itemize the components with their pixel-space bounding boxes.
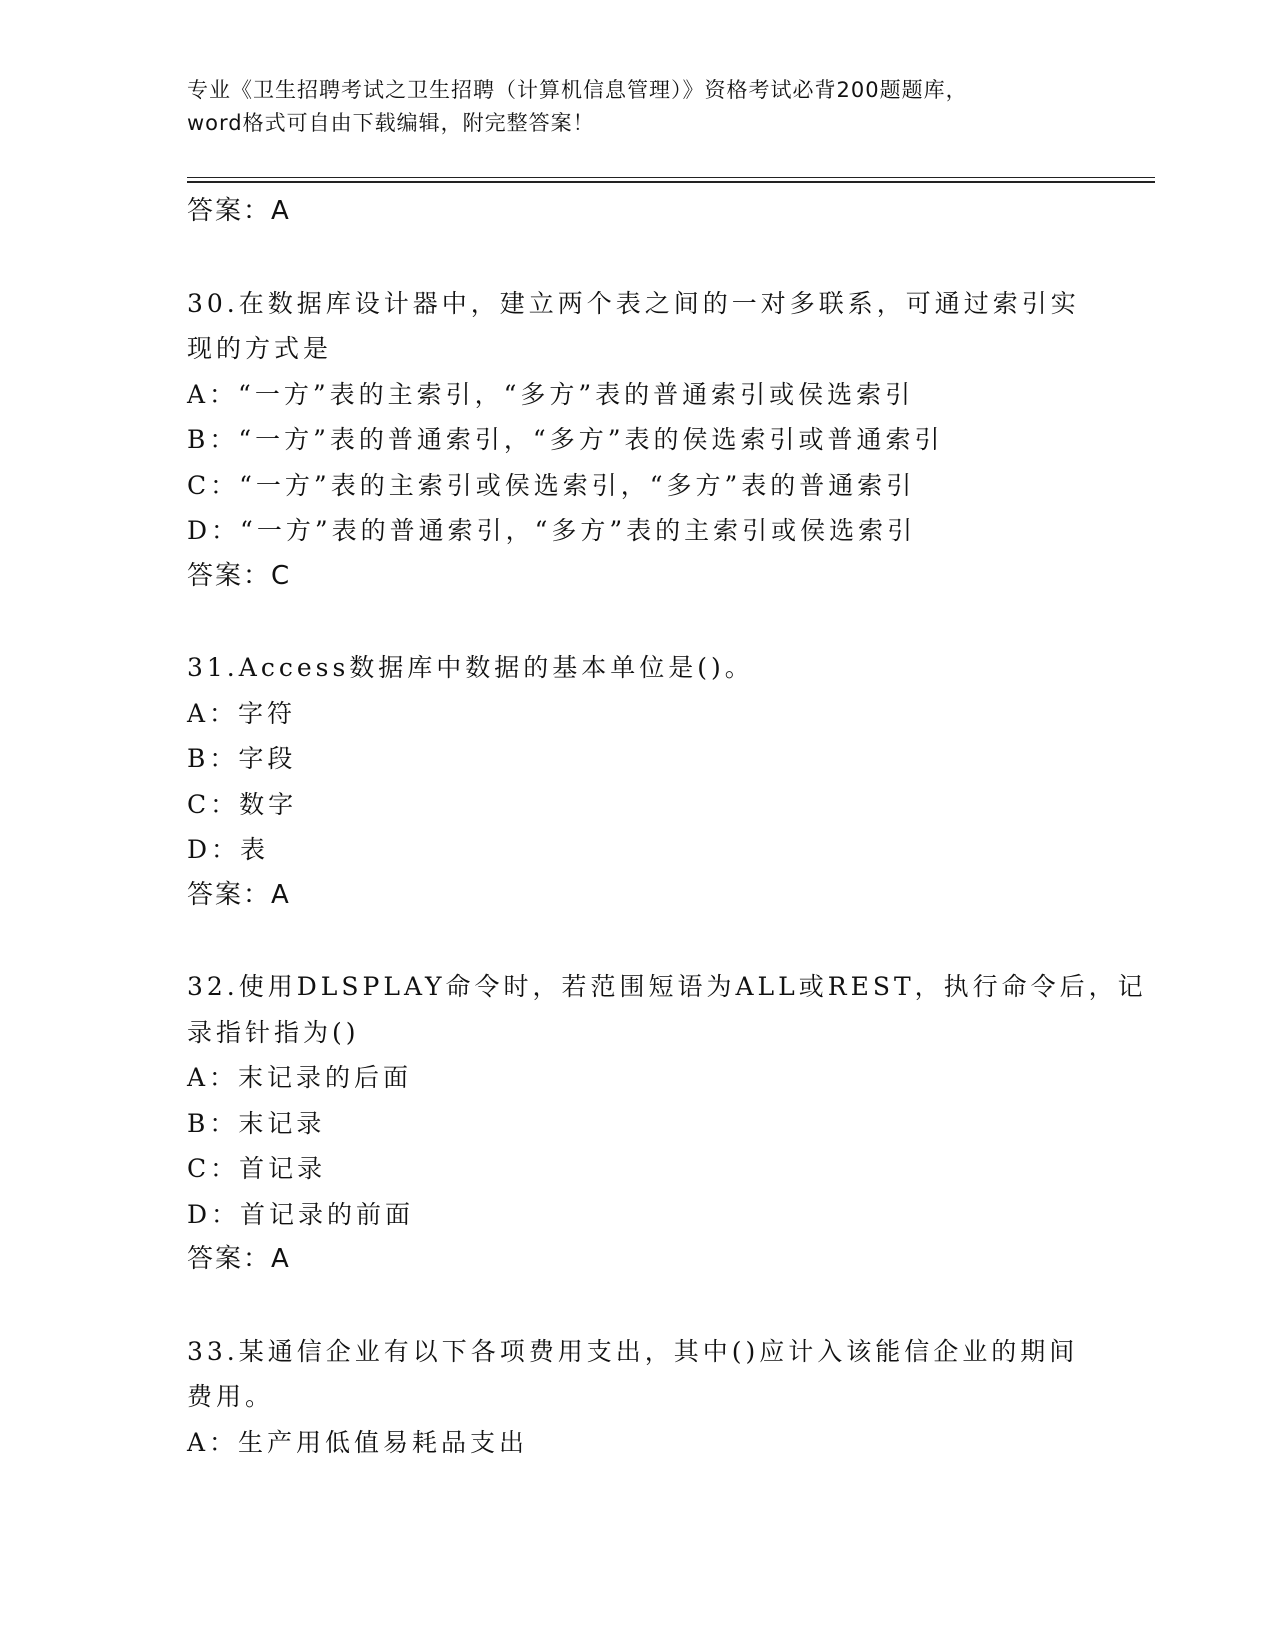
question-30-option-c: C：“一方”表的主索引或侯选索引，“多方”表的普通索引 (187, 470, 916, 500)
question-32-stem-line-1: 32.使用DLSPLAY命令时，若范围短语为ALL或REST，执行命令后，记 (187, 972, 1147, 1001)
question-30-option-a: A：“一方”表的主索引，“多方”表的普通索引或侯选索引 (187, 379, 915, 409)
header-divider-thick (187, 181, 1155, 183)
question-30-stem-line-1: 30.在数据库设计器中，建立两个表之间的一对多联系，可通过索引实 (187, 288, 1080, 318)
spacer (187, 599, 1087, 645)
question-30-stem-line-2: 现的方式是 (187, 334, 333, 363)
question-31-stem-line-1: 31.Access数据库中数据的基本单位是()。 (187, 653, 754, 682)
question-32-option-b: B：末记录 (187, 1108, 326, 1138)
question-32-stem-line-2: 录指针指为() (187, 1017, 360, 1047)
question-32 (187, 964, 1147, 1283)
question-30 (187, 281, 1087, 600)
spacer (187, 918, 1087, 964)
question-32-option-c: C：首记录 (187, 1154, 327, 1183)
question-32-answer: 答案：A (187, 1244, 291, 1274)
question-33-stem-line-1: 33.某通信企业有以下各项费用支出，其中()应计入该能信企业的期间 (187, 1336, 1079, 1366)
question-31-option-b: B：字段 (187, 744, 297, 773)
question-31-option-a: A：字符 (187, 698, 297, 728)
question-30-option-d: D：“一方”表的普通索引，“多方”表的主索引或侯选索引 (187, 516, 917, 545)
document-header (187, 74, 1067, 140)
question-33 (187, 1329, 1087, 1466)
question-33-stem-line-2: 费用。 (187, 1382, 275, 1411)
question-30-option-b: B：“一方”表的普通索引，“多方”表的侯选索引或普通索引 (187, 425, 944, 454)
question-31-option-c: C：数字 (187, 789, 298, 819)
question-33-option-a: A：生产用低值易耗品支出 (187, 1427, 529, 1457)
answer-29: 答案：A (187, 196, 291, 226)
header-line-1: 专业《卫生招聘考试之卫生招聘（计算机信息管理）》资格考试必背200题题库， (187, 78, 968, 102)
question-31 (187, 645, 1087, 918)
question-30-answer: 答案：C (187, 560, 292, 591)
question-31-option-d: D：表 (187, 835, 270, 864)
header-divider-thin (187, 177, 1155, 178)
spacer (187, 1283, 1087, 1329)
question-32-option-a: A：末记录的后面 (187, 1063, 413, 1092)
spacer (187, 235, 1087, 281)
question-31-answer: 答案：A (187, 879, 291, 910)
header-line-2: word格式可自由下载编辑，附完整答案！ (187, 111, 595, 135)
question-list (187, 189, 1147, 1465)
question-32-option-d: D：首记录的前面 (187, 1199, 415, 1229)
